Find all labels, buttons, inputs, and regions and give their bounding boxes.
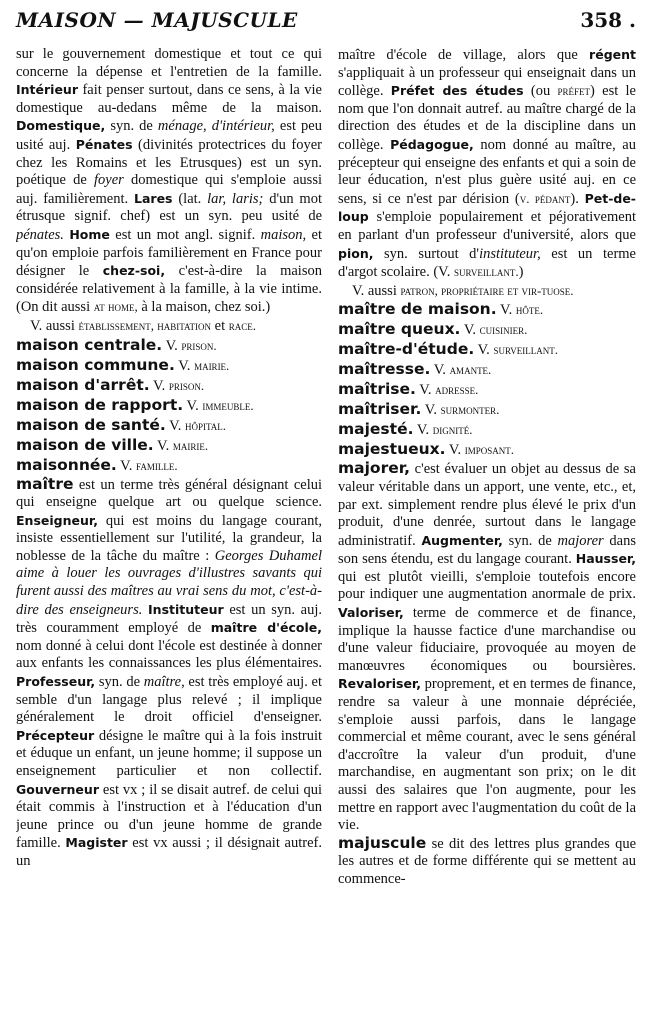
entry-maison-de-sante: maison de santé. V. hôpital. (16, 415, 227, 434)
page-header (16, 8, 636, 40)
entry-maison-d-arret: maison d'arrêt. V. prison. (16, 375, 205, 394)
entry-maitre-d-etude: maître-d'étude. V. surveillant. (338, 340, 558, 359)
entry-majuscule: majuscule se dit des lettres plus grandes que les autres et de forme différente qui se mettent au commence- (338, 833, 636, 887)
entry-maitre-queux: maître queux. V. cuisinier. (338, 320, 528, 339)
page-number: 358 . (580, 8, 636, 32)
right-column (338, 46, 636, 1028)
entry-maison-commune: maison commune. V. mairie. (16, 355, 230, 374)
entry-maison-centrale: maison centrale. V. prison. (16, 335, 217, 354)
entry-maitresse: maîtresse. V. amante. (338, 360, 492, 379)
left-column (16, 46, 322, 1028)
entry-maison-de-rapport: maison de rapport. V. immeuble. (16, 395, 254, 414)
maison-article-continuation: sur le gouvernement domestique et tout ce qui concerne la dépense et l'entretien de la famille. Intérieur fait penser surtout, dans ce sens, à la vie domestique au-dedans même de la maison. Domestique, syn. de ménage, d'intérieur, est peu usité auj. Pénates (divinités protectrices du foyer chez les Romains et les Etrusques) est un syn. poétique de foyer domestique qui s'emploie aussi auj. familièrement. Lares (lat. lar, laris; d'un mot étrusque signif. chef) est un syn. peu usité de pénates. Home est un mot angl. signif. maison, et qu'on emploie parfois familièrement en France pour désigner le chez-soi, c'est-à-dire la maison considérée relativement à la famille, à la vie intime. (On dit aussi at home, à la maison, chez soi.) (16, 46, 322, 316)
maison-see-also: V. aussi établissement, habitation et race. (30, 317, 257, 334)
running-title: MAISON — MAJUSCULE (16, 8, 298, 32)
entry-maitre: maître est un terme très général désignant celui qui enseigne quelque art ou quelque science. Enseigneur, qui est moins du langage courant, insiste essentiellement sur l'utilité, la grandeur, la noblesse de la tâche du maître : Georges Duhamel aime à louer les ouvrages d'illustres savants qui furent aussi des maîtres au vrai sens du mot, c'est-à-dire des enseigneurs. Instituteur est un syn. auj. très couramment employé de maître d'école, nom donné à celui dont l'école est destinée à donner aux enfants les connaissances les plus élémentaires. Professeur, syn. de maître, est très employé auj. et semble d'un langage plus relevé ; il implique généralement le droit officiel d'enseigner. Précepteur désigne le maître qui à la fois instruit et éduque un enfant, un jeune homme; il suppose un enseignement particulier et non collectif. Gouverneur est vx ; il se disait autref. de celui qui était commis à l'instruction et à l'éducation d'un jeune prince ou d'un jeune homme de grande famille. Magister est vx aussi ; il désignait autref. un (16, 474, 322, 869)
maitre-article-continuation: maître d'école de village, alors que régent s'appliquait à un professeur qui enseignait dans un collège. Préfet des études (ou préfet) est le nom que l'on donnait autref. au maître chargé de la direction des études et de la discipline dans un collège. Pédagogue, nom donné au maître, au précepteur qui enseigne des enfants et qui a soin de leur éducation, n'est plus guère usité auj. en ce sens, si ce n'est par dérision (v. pédant). Pet-de-loup s'emploie populairement et péjorativement en parlant d'un professeur d'université, alors que pion, syn. surtout d'instituteur, est un terme d'argot scolaire. (V. surveillant.) (338, 47, 636, 281)
entry-maitrise: maîtrise. V. adresse. (338, 380, 479, 399)
entry-majorer: majorer, c'est évaluer un objet au dessus de sa valeur véritable dans un apport, une vente, etc., et, par ext. simplement rendre plus élevé le prix d'un produit, d'une denrée, surtout dans le langage administratif. Augmenter, syn. de majorer dans son sens étendu, est du langage courant. Hausser, qui est plutôt vieilli, s'emploie toutefois encore pour indiquer une augmentation anormale de prix. Valoriser, terme de commerce et de finance, implique la hausse factice d'une marchandise ou d'une valeur fiduciaire, provoquée au moyen de manœuvres économiques ou boursières. Revaloriser, proprement, et en termes de finance, rendre sa valeur à une monnaie dépréciée, s'emploie aussi parfois, dans le langage commercial et même courant, avec le sens général d'accroître la valeur d'un produit, d'une marchandise, en augmentant son prix; on le dit aussi des salaires que l'on augmente, pour les mettre en rapport avec l'augmentation du coût de la vie. (338, 459, 636, 834)
entry-majeste: majesté. V. dignité. (338, 420, 473, 439)
entry-maitre-de-maison: maître de maison. V. hôte. (338, 300, 544, 319)
entry-maisonnee: maisonnée. V. famille. (16, 455, 178, 474)
entry-maison-de-ville: maison de ville. V. mairie. (16, 435, 209, 454)
maitre-see-also: V. aussi patron, propriétaire et vir-tuose. (352, 282, 574, 299)
entry-majestueux: majestueux. V. imposant. (338, 440, 515, 459)
entry-maitriser: maîtriser. V. surmonter. (338, 400, 500, 419)
